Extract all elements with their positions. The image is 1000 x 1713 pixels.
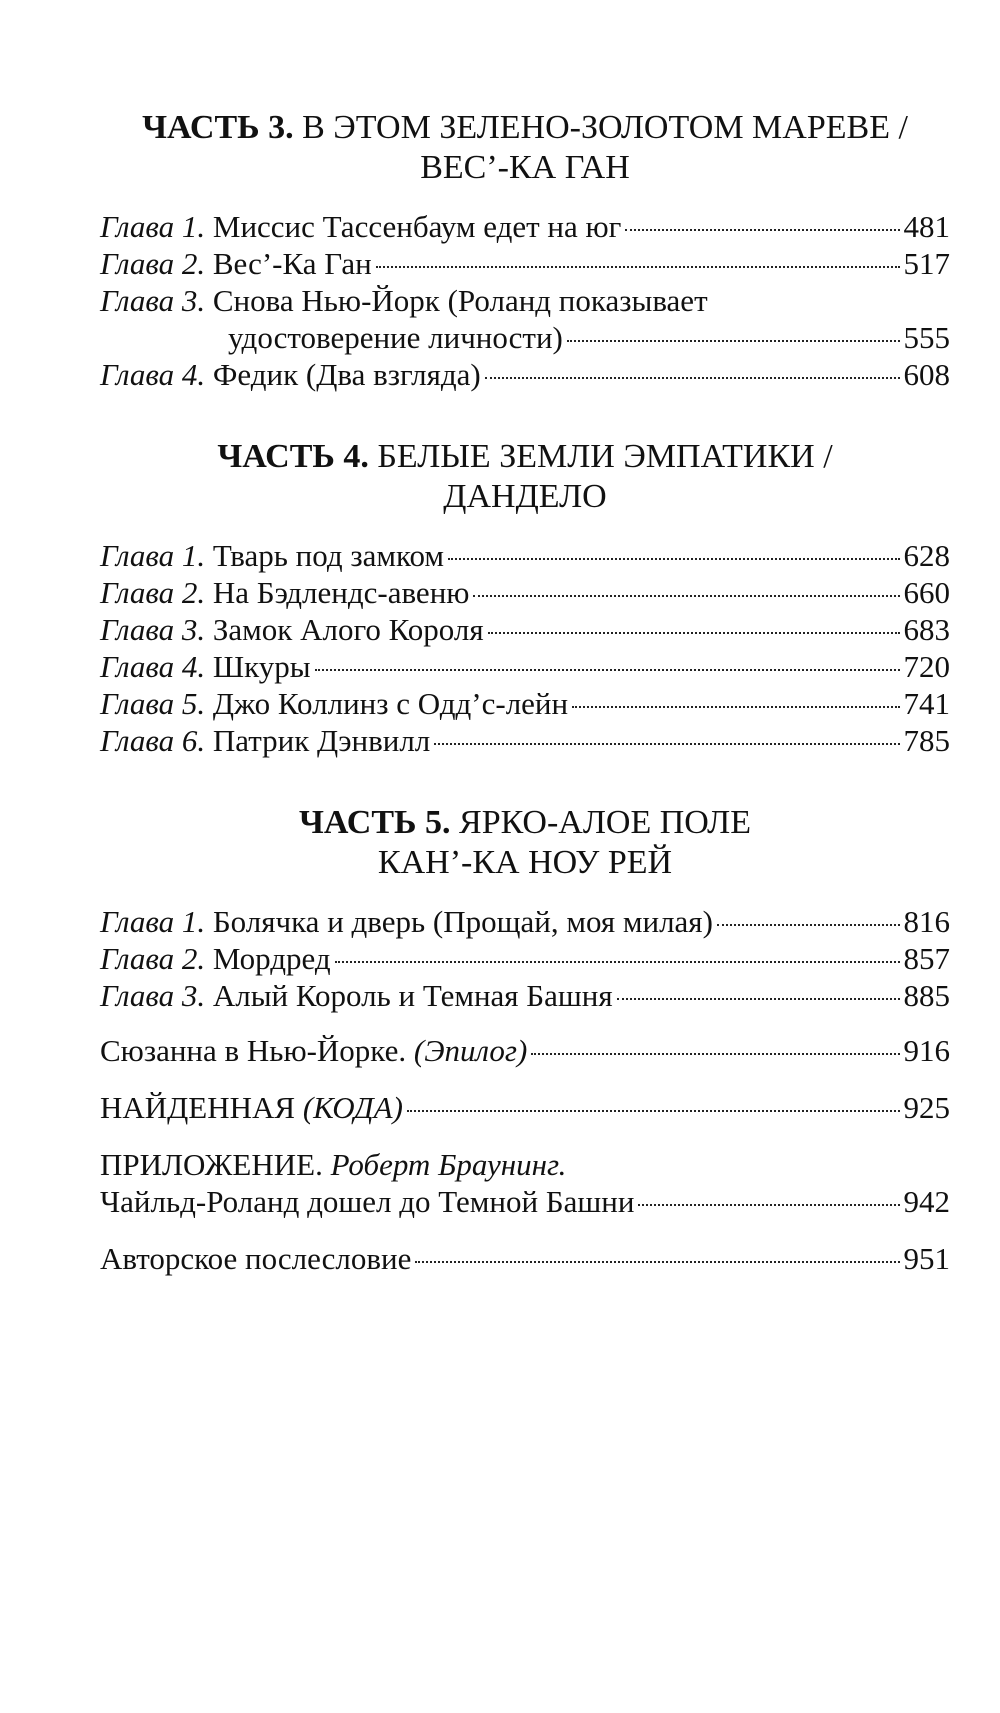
toc-entry-appendix[interactable]	[100, 1146, 950, 1183]
dot-leader	[448, 558, 900, 560]
appendix-title: Чайльд-Роланд дошел до Темной Башни	[100, 1184, 635, 1219]
part-title-line-2: КАН’-КА НОУ РЕЙ	[377, 844, 673, 881]
chapter-prefix: Глава 1.	[100, 209, 206, 244]
chapter-title: Вес’-Ка Ган	[212, 246, 372, 281]
toc-entry[interactable]	[100, 977, 950, 1014]
part-5-chapters	[100, 903, 950, 1014]
page-number: 683	[903, 612, 950, 647]
page-number: 628	[903, 538, 950, 573]
chapter-prefix: Глава 3.	[100, 612, 206, 647]
dot-leader	[717, 924, 900, 926]
page-number: 608	[903, 357, 950, 392]
chapter-title: На Бэдлендс-авеню	[212, 575, 470, 610]
dot-leader	[315, 669, 900, 671]
toc-entry[interactable]	[100, 685, 950, 722]
page-number: 785	[903, 723, 950, 758]
epilogue-label: (Эпилог)	[413, 1033, 528, 1068]
chapter-title-continued: удостоверение личности)	[228, 320, 563, 355]
chapter-title: Снова Нью-Йорк (Роланд показывает	[212, 283, 708, 318]
part-title-line-1: ЯРКО-АЛОЕ ПОЛЕ	[459, 804, 751, 841]
part-4-heading	[100, 437, 950, 517]
dot-leader	[335, 961, 900, 963]
part-title-line-2: ДАНДЕЛО	[443, 478, 607, 515]
chapter-title: Мордред	[212, 941, 331, 976]
part-3-heading	[100, 108, 950, 188]
page-number: 720	[903, 649, 950, 684]
page-number: 951	[903, 1241, 950, 1276]
part-title-line-2: ВЕС’-КА ГАН	[420, 149, 630, 186]
dot-leader	[376, 266, 900, 268]
toc-entry-coda[interactable]	[100, 1089, 950, 1126]
part-label: ЧАСТЬ 5.	[298, 804, 451, 841]
toc-entry[interactable]	[100, 648, 950, 685]
part-4-chapters	[100, 537, 950, 759]
toc-entry[interactable]	[100, 245, 950, 282]
chapter-prefix: Глава 4.	[100, 649, 206, 684]
dot-leader	[572, 706, 899, 708]
chapter-title: Алый Король и Темная Башня	[212, 978, 613, 1013]
chapter-prefix: Глава 2.	[100, 246, 206, 281]
chapter-prefix: Глава 4.	[100, 357, 206, 392]
chapter-title: Замок Алого Короля	[212, 612, 484, 647]
chapter-prefix: Глава 1.	[100, 904, 206, 939]
page-number: 857	[903, 941, 950, 976]
part-label: ЧАСТЬ 4.	[217, 438, 369, 475]
page-number: 925	[903, 1090, 950, 1125]
dot-leader	[531, 1053, 899, 1055]
dot-leader	[488, 632, 900, 634]
toc-entry-appendix-title[interactable]	[100, 1183, 950, 1220]
toc-entry-continuation[interactable]	[100, 319, 950, 356]
part-3-chapters	[100, 208, 950, 393]
toc-entry[interactable]	[100, 537, 950, 574]
dot-leader	[638, 1204, 899, 1206]
dot-leader	[625, 229, 899, 231]
chapter-title: Джо Коллинз с Одд’с-лейн	[212, 686, 569, 721]
page-number: 517	[903, 246, 950, 281]
toc-entry[interactable]	[100, 611, 950, 648]
dot-leader	[407, 1110, 900, 1112]
dot-leader	[415, 1261, 899, 1263]
toc-entry[interactable]	[100, 356, 950, 393]
page-number: 481	[903, 209, 950, 244]
page-number: 555	[903, 320, 950, 355]
table-of-contents	[100, 108, 950, 1297]
chapter-prefix: Глава 5.	[100, 686, 206, 721]
dot-leader	[485, 377, 900, 379]
toc-entry-afterword[interactable]	[100, 1240, 950, 1277]
part-5-heading	[100, 803, 950, 883]
page-number: 660	[903, 575, 950, 610]
chapter-title: Шкуры	[212, 649, 311, 684]
chapter-prefix: Глава 1.	[100, 538, 206, 573]
chapter-prefix: Глава 2.	[100, 575, 206, 610]
afterword-title: Авторское послесловие	[100, 1241, 412, 1276]
coda-label: (КОДА)	[302, 1090, 403, 1125]
chapter-title: Тварь под замком	[212, 538, 444, 573]
chapter-prefix: Глава 3.	[100, 978, 206, 1013]
dot-leader	[434, 743, 899, 745]
dot-leader	[617, 998, 900, 1000]
toc-entry-epilogue[interactable]	[100, 1032, 950, 1069]
epilogue-title: Сюзанна в Нью-Йорке.	[100, 1033, 407, 1068]
appendix-author: Роберт Браунинг.	[330, 1147, 567, 1182]
toc-entry-multiline[interactable]	[100, 282, 950, 319]
dot-leader	[567, 340, 900, 342]
dot-leader	[473, 595, 899, 597]
page-number: 916	[903, 1033, 950, 1068]
chapter-prefix: Глава 6.	[100, 723, 206, 758]
toc-entry[interactable]	[100, 574, 950, 611]
toc-entry[interactable]	[100, 940, 950, 977]
coda-title: НАЙДЕННАЯ	[100, 1090, 296, 1125]
page-number: 741	[903, 686, 950, 721]
chapter-title: Патрик Дэнвилл	[212, 723, 431, 758]
chapter-prefix: Глава 2.	[100, 941, 206, 976]
chapter-title: Болячка и дверь (Прощай, моя милая)	[212, 904, 713, 939]
part-label: ЧАСТЬ 3.	[142, 109, 294, 146]
page-number: 885	[903, 978, 950, 1013]
chapter-title: Миссис Тассенбаум едет на юг	[212, 209, 622, 244]
chapter-prefix: Глава 3.	[100, 283, 206, 318]
part-title-line-1: БЕЛЫЕ ЗЕМЛИ ЭМПАТИКИ /	[377, 438, 833, 475]
chapter-title: Федик (Два взгляда)	[212, 357, 481, 392]
toc-entry[interactable]	[100, 208, 950, 245]
appendix-label: ПРИЛОЖЕНИЕ.	[100, 1147, 323, 1182]
page-number: 942	[903, 1184, 950, 1219]
toc-entry[interactable]	[100, 903, 950, 940]
part-title-line-1: В ЭТОМ ЗЕЛЕНО-ЗОЛОТОМ МАРЕВЕ /	[302, 109, 908, 146]
page-number: 816	[903, 904, 950, 939]
toc-entry[interactable]	[100, 722, 950, 759]
